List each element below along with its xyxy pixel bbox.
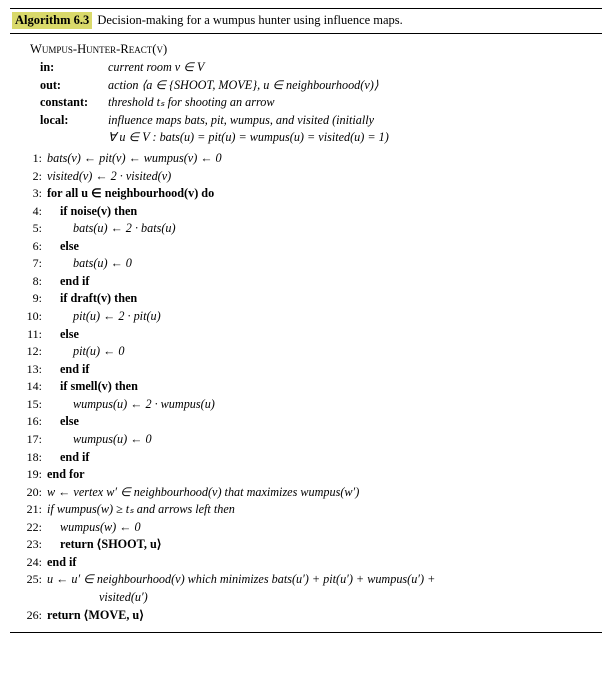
line-text: return ⟨SHOOT, u⟩ [60,537,162,552]
declaration-local [12,112,600,130]
line-text: visited(u′) [99,590,148,604]
declaration-in-key: in: [40,60,55,75]
line-text: if wumpus(w) ≥ tₛ and arrows left then [47,502,235,517]
algorithm-line [12,168,600,186]
line-number: 20: [26,484,42,499]
algorithm-body [10,34,602,632]
line-text: if draft(v) then [60,291,138,306]
declaration-out [12,77,600,95]
line-number: 1: [32,150,42,165]
line-text: else [60,326,79,341]
line-number: 26: [26,607,42,622]
algorithm-line [12,484,600,502]
algorithm-line [12,378,600,396]
line-text: end if [47,554,77,569]
declaration-local-key: local: [40,112,69,127]
line-number: 3: [32,186,42,201]
algorithm-line [12,326,600,344]
line-text: u ← u′ ∈ neighbourhood(v) which minimizes bats(u′) + pit(u′) + wumpus(u′) + [47,572,436,587]
declaration-out-value: action ⟨a ∈ {SHOOT, MOVE}, u ∈ neighbourhood(v)⟩ [108,77,379,92]
line-number: 13: [26,361,42,376]
algorithm-number-label: Algorithm 6.3 [12,12,92,29]
line-text: w ← vertex w′ ∈ neighbourhood(v) that maximizes wumpus(w′) [47,484,360,499]
algorithm-line [12,449,600,467]
algorithm-line [12,290,600,308]
line-number: 18: [26,449,42,464]
declaration-in-value: current room v ∈ V [108,60,205,75]
declarations-block [12,59,600,147]
procedure-name: Wumpus-Hunter-React(v) [30,42,168,56]
line-number: 21: [26,502,42,517]
line-text: else [60,238,79,253]
declaration-local-value: influence maps bats, pit, wumpus, and visited (initially [108,112,375,127]
line-text: visited(v) ← 2 · visited(v) [47,168,172,183]
line-text: wumpus(w) ← 0 [60,519,141,534]
line-number: 19: [26,467,42,482]
line-text: bats(u) ← 0 [73,256,132,271]
line-text: pit(u) ← 2 · pit(u) [73,309,161,323]
algorithm-line [12,519,600,537]
algorithm-line [12,607,600,625]
algorithm-caption [10,9,602,34]
line-number: 9: [32,291,42,306]
line-number: 7: [32,256,42,271]
line-text: if smell(v) then [60,379,138,394]
algorithm-line [12,343,600,361]
algorithm-box [10,8,602,633]
declaration-constant-value: threshold tₛ for shooting an arrow [108,95,275,110]
line-number: 24: [26,554,42,569]
line-text: if noise(v) then [60,203,138,218]
algorithm-line [12,220,600,238]
declaration-constant [12,94,600,112]
algorithm-line-wrapped [12,589,600,607]
line-number: 5: [32,221,42,236]
algorithm-line [12,431,600,449]
line-number: 16: [26,414,42,429]
line-number: 8: [32,273,42,288]
line-number: 23: [26,537,42,552]
line-text: for all u ∈ neighbourhood(v) do [47,186,215,201]
algorithm-line [12,536,600,554]
line-number: 4: [32,203,42,218]
algorithm-line [12,361,600,379]
line-text: bats(u) ← 2 · bats(u) [73,221,176,236]
line-text: wumpus(u) ← 0 [73,431,152,446]
algorithm-line [12,466,600,484]
line-number: 12: [26,344,42,359]
algorithm-line [12,308,600,326]
line-number: 22: [26,519,42,534]
algorithm-line [12,571,600,589]
declaration-in [12,59,600,77]
line-number: 25: [26,572,42,587]
line-text: end if [60,449,90,464]
declaration-local-continued: ∀ u ∈ V : bats(u) = pit(u) = wumpus(u) = visited(u) = 1) [108,130,389,145]
line-number: 17: [26,431,42,446]
line-text: else [60,414,79,429]
line-text: return ⟨MOVE, u⟩ [47,607,144,622]
algorithm-line [12,273,600,291]
line-text: wumpus(u) ← 2 · wumpus(u) [73,396,215,411]
line-number: 15: [26,396,42,411]
algorithm-line [12,185,600,203]
declaration-out-key: out: [40,77,61,92]
algorithm-line [12,554,600,572]
line-number: 2: [32,168,42,183]
line-text: end if [60,273,90,288]
algorithm-caption-text: Decision-making for a wumpus hunter using influence maps. [97,13,403,27]
line-number: 6: [32,238,42,253]
line-number: 10: [26,309,42,323]
declaration-constant-key: constant: [40,95,89,110]
algorithm-line [12,501,600,519]
line-number: 14: [26,379,42,394]
line-number: 11: [27,326,42,341]
line-text: end for [47,467,85,482]
algorithm-line [12,396,600,414]
algorithm-line [12,150,600,168]
line-text: pit(u) ← 0 [73,344,125,359]
line-text: bats(v) ← pit(v) ← wumpus(v) ← 0 [47,150,222,165]
line-text: end if [60,361,90,376]
algorithm-line [12,238,600,256]
algorithm-line [12,203,600,221]
algorithm-lines [12,150,600,624]
algorithm-line [12,255,600,273]
algorithm-line [12,413,600,431]
